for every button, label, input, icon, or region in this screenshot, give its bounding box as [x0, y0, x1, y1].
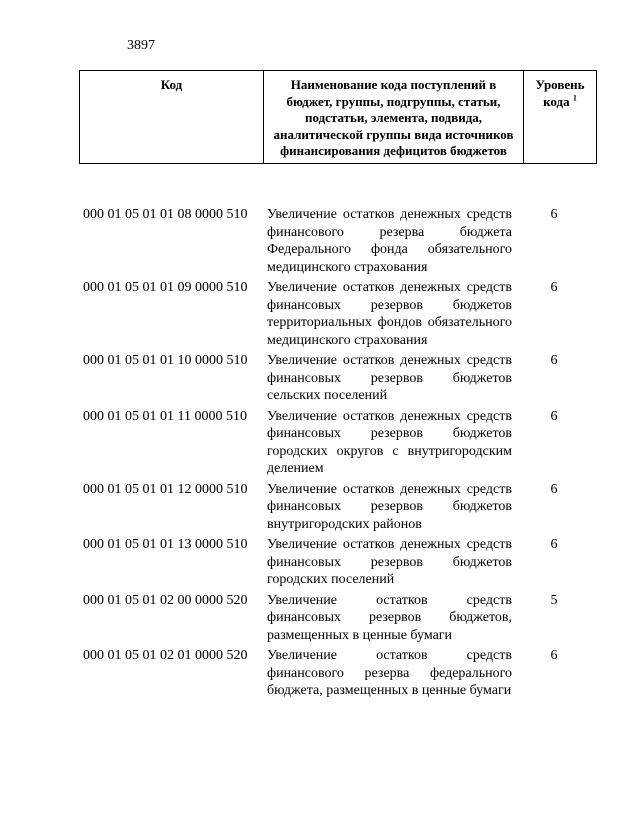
row-level: 6	[550, 481, 558, 497]
row-code: 000 01 05 01 02 00 0000 520	[83, 592, 248, 608]
table-row	[79, 279, 596, 349]
header-level-label: Уровень кода	[535, 77, 585, 109]
row-level: 6	[550, 280, 558, 295]
row-name: Увеличение остатков средств финансовых резервов бюджетов, размещенных в ценные бумаги	[267, 592, 512, 643]
table-row	[79, 206, 596, 276]
header-name-label: Наименование кода поступлений в бюджет, группы, подгруппы, статьи, подстатьи, элемента, подвида, аналитической группы вида источников финансирования дефицитов бюджетов	[273, 77, 514, 158]
row-code: 000 01 05 01 01 10 0000 510	[83, 353, 248, 368]
row-name: Увеличение остатков денежных средств финансовых резервов бюджетов территориальных фондов обязательного медицинского страхования	[267, 280, 512, 348]
row-code: 000 01 05 01 01 09 0000 510	[83, 280, 248, 295]
row-code: 000 01 05 01 01 08 0000 510	[83, 207, 248, 222]
row-level: 5	[550, 592, 558, 608]
table-row	[79, 592, 596, 645]
row-code: 000 01 05 01 01 13 0000 510	[83, 537, 248, 552]
row-name: Увеличение остатков денежных средств финансового резерва бюджета Федерального фонда обязательного медицинского страхования	[267, 207, 512, 275]
row-name: Увеличение остатков денежных средств финансовых резервов бюджетов сельских поселений	[267, 353, 512, 403]
header-name	[264, 71, 524, 164]
row-level: 6	[550, 207, 558, 222]
row-level: 6	[550, 537, 558, 552]
row-name: Увеличение остатков денежных средств финансовых резервов бюджетов городских округов с внутригородским делением	[267, 408, 512, 476]
header-row	[80, 71, 597, 164]
row-name: Увеличение остатков денежных средств финансовых резервов бюджетов внутригородских районов	[267, 481, 512, 532]
header-level	[524, 71, 597, 164]
header-code-label: Код	[160, 77, 183, 92]
header-code	[80, 71, 264, 164]
row-code: 000 01 05 01 01 11 0000 510	[83, 408, 247, 424]
row-code: 000 01 05 01 01 12 0000 510	[83, 481, 248, 497]
page-number: 3897	[127, 38, 155, 53]
row-code: 000 01 05 01 02 01 0000 520	[83, 648, 248, 663]
row-name: Увеличение остатков средств финансового резерва федерального бюджета, размещенных в ценные бумаги	[267, 648, 512, 698]
table-row	[79, 647, 596, 700]
code-list	[79, 206, 596, 703]
table-row	[79, 408, 596, 478]
table-row	[79, 481, 596, 534]
row-level: 6	[550, 648, 558, 663]
table-row	[79, 536, 596, 589]
row-level: 6	[550, 408, 558, 424]
row-level: 6	[550, 353, 558, 368]
table-row	[79, 352, 596, 405]
row-name: Увеличение остатков денежных средств финансовых резервов бюджетов городских поселений	[267, 537, 512, 587]
table-header	[79, 70, 597, 164]
footnote-marker: 1	[572, 93, 577, 103]
